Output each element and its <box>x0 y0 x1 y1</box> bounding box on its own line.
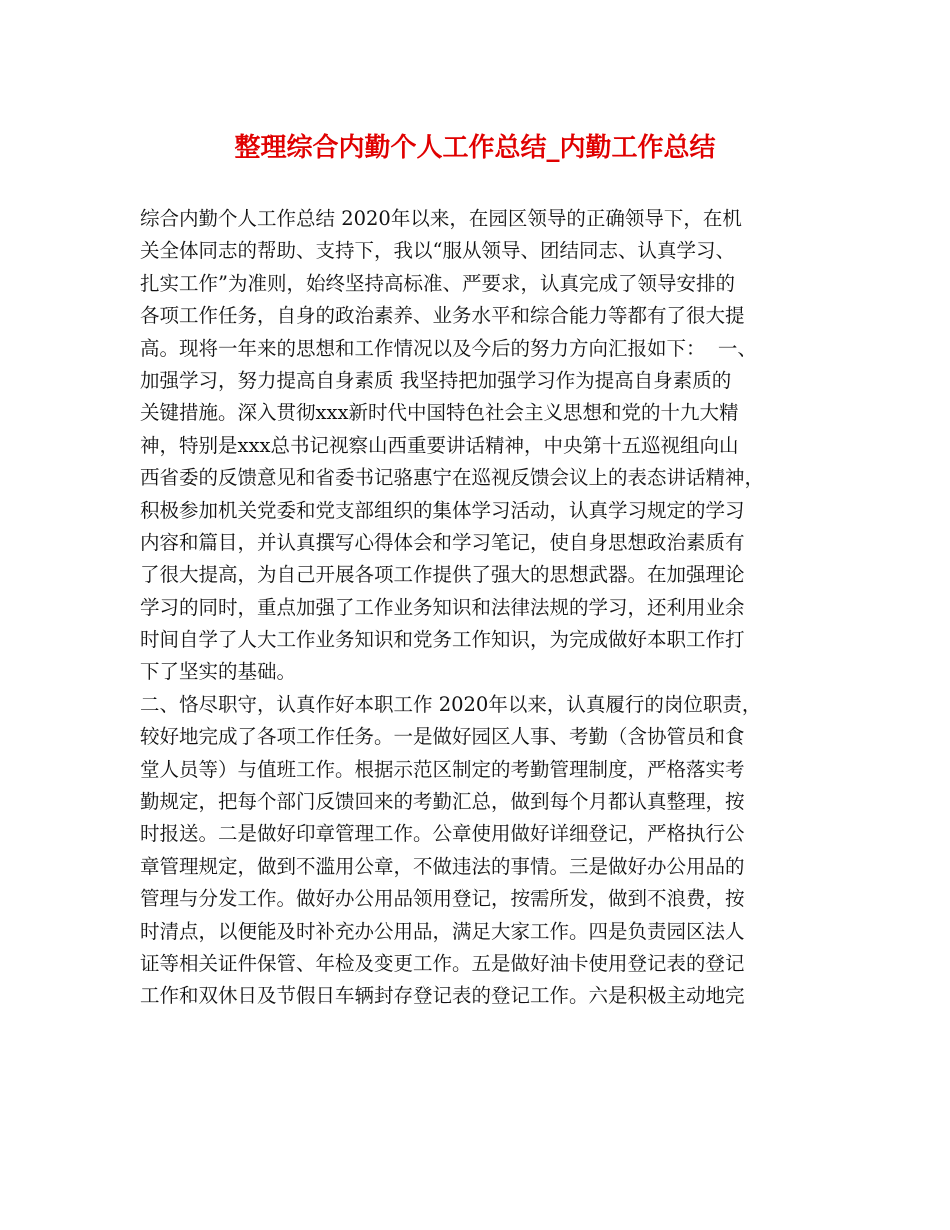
body-line: 堂人员等）与值班工作。根据示范区制定的考勤管理制度，严格落实考 <box>140 757 745 781</box>
body-line: 时间自学了人大工作业务知识和党务工作知识，为完成做好本职工作打 <box>140 628 745 652</box>
body-line: 下了坚实的基础。 <box>140 660 297 684</box>
body-line: 积极参加机关党委和党支部组织的集体学习活动，认真学习规定的学习 <box>140 498 745 522</box>
body-line: 证等相关证件保管、年检及变更工作。五是做好油卡使用登记表的登记 <box>140 951 745 975</box>
body-line: 章管理规定，做到不滥用公章，不做违法的事情。三是做好办公用品的 <box>140 854 745 878</box>
body-line: 二、恪尽职守，认真作好本职工作 2020年以来，认真履行的岗位职责， <box>140 692 762 716</box>
body-line: 勤规定，把每个部门反馈回来的考勤汇总，做到每个月都认真整理，按 <box>140 790 745 814</box>
body-line: 神，特别是xxx总书记视察山西重要讲话精神，中央第十五巡视组向山 <box>140 433 739 457</box>
document-title: 整理综合内勤个人工作总结_内勤工作总结 <box>234 133 716 163</box>
body-line: 较好地完成了各项工作任务。一是做好园区人事、考勤（含协管员和食 <box>140 725 745 749</box>
body-line: 关全体同志的帮助、支持下，我以“服从领导、团结同志、认真学习、 <box>140 239 735 263</box>
body-line: 加强学习，努力提高自身素质 我坚持把加强学习作为提高自身素质的 <box>140 368 732 392</box>
body-line: 西省委的反馈意见和省委书记骆惠宁在巡视反馈会议上的表态讲话精神， <box>140 466 765 490</box>
body-line: 管理与分发工作。做好办公用品领用登记，按需所发，做到不浪费，按 <box>140 887 745 911</box>
body-line: 内容和篇目，并认真撰写心得体会和学习笔记，使自身思想政治素质有 <box>140 530 745 554</box>
body-line: 学习的同时，重点加强了工作业务知识和法律法规的学习，还利用业余 <box>140 595 745 619</box>
body-line: 时报送。二是做好印章管理工作。公章使用做好详细登记，严格执行公 <box>140 822 745 846</box>
body-line: 时清点，以便能及时补充办公用品，满足大家工作。四是负责园区法人 <box>140 919 745 943</box>
body-line: 扎实工作”为准则，始终坚持高标准、严要求，认真完成了领导安排的 <box>140 271 735 295</box>
body-line: 了很大提高，为自己开展各项工作提供了强大的思想武器。在加强理论 <box>140 563 745 587</box>
body-line: 高。现将一年来的思想和工作情况以及今后的努力方向汇报如下： 一、 <box>140 336 757 360</box>
body-line: 工作和双休日及节假日车辆封存登记表的登记工作。六是积极主动地完 <box>140 984 745 1008</box>
body-line: 各项工作任务，自身的政治素养、业务水平和综合能力等都有了很大提 <box>140 304 745 328</box>
body-line: 综合内勤个人工作总结 2020年以来，在园区领导的正确领导下，在机 <box>140 207 742 230</box>
document-body <box>140 203 830 1013</box>
body-line: 关键措施。深入贯彻xxx新时代中国特色社会主义思想和党的十九大精 <box>140 401 739 425</box>
